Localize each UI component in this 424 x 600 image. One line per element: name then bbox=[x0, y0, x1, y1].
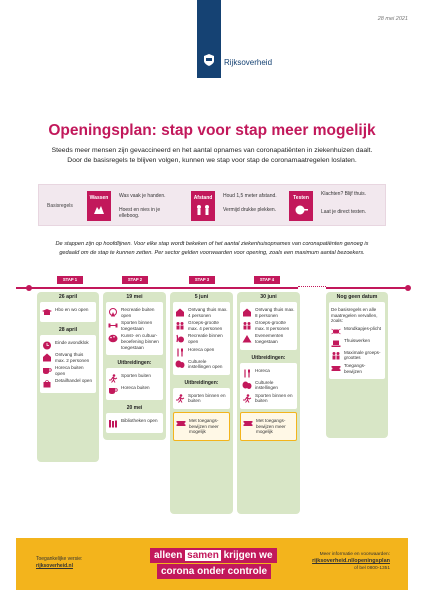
accessible-version bbox=[36, 556, 82, 570]
item-label: Einde avondklok bbox=[55, 340, 89, 345]
item-label: Met toegangs-bewijzen meer mogelijk bbox=[256, 417, 286, 435]
palette-icon bbox=[108, 334, 118, 343]
item-label: Bibliotheken open bbox=[121, 418, 158, 424]
step-label-2: STAP 2 bbox=[122, 276, 148, 284]
extensions-heading: Uitbreidingen: bbox=[184, 379, 219, 386]
item-label: Toegangs-bewijzen bbox=[344, 362, 366, 374]
group-icon bbox=[242, 321, 252, 330]
runner-icon bbox=[108, 374, 118, 383]
rule-category-afstand bbox=[191, 191, 215, 221]
item-label: Hbo en wo open bbox=[55, 307, 89, 312]
slogan-word-highlight: samen bbox=[187, 550, 219, 561]
page-title: Openingsplan: stap voor stap meer mogelijk bbox=[48, 122, 376, 139]
rule-text: Houd 1,5 meter afstand. bbox=[223, 193, 277, 199]
cup-icon bbox=[42, 366, 52, 375]
slogan-line-1 bbox=[150, 548, 277, 563]
step-date: 26 april bbox=[58, 294, 78, 300]
list-item bbox=[331, 338, 383, 348]
cutlery-icon bbox=[242, 369, 252, 378]
more-info-link[interactable]: rijksoverheid.nl/openingsplan bbox=[312, 558, 390, 564]
step-date: 28 april bbox=[58, 327, 78, 333]
list-item bbox=[242, 320, 295, 331]
list-item bbox=[331, 326, 383, 336]
step-card bbox=[173, 302, 230, 375]
list-item bbox=[175, 393, 228, 404]
clock-icon bbox=[42, 341, 52, 350]
list-item bbox=[108, 320, 161, 331]
rule-text: Vermijd drukke plekken. bbox=[223, 207, 277, 213]
item-label: Sporten binnen toegestaan bbox=[121, 320, 153, 331]
step-1-column bbox=[37, 292, 99, 462]
item-label: Ontvang thuis max. 4 personen bbox=[188, 307, 228, 318]
ticket-icon bbox=[331, 364, 341, 373]
list-item bbox=[42, 365, 94, 376]
step-date: 5 juni bbox=[194, 294, 209, 300]
step-date: 20 mei bbox=[126, 405, 143, 412]
theme-park-icon bbox=[108, 308, 118, 317]
item-label: Sporten buiten bbox=[121, 373, 151, 379]
timeline-dot bbox=[405, 285, 411, 291]
list-item bbox=[175, 320, 228, 331]
list-item bbox=[175, 347, 228, 357]
phone-number: of bel 0800-1351 bbox=[353, 566, 390, 571]
shopping-bag-icon bbox=[42, 379, 52, 388]
intro-line: Door de basisregels te blijven volgen, kunnen we stap voor stap de coronamaatregelen loslaten. bbox=[67, 156, 357, 164]
extensions-heading: Uitbreidingen: bbox=[117, 360, 152, 367]
step-card bbox=[240, 363, 297, 409]
house-icon bbox=[242, 308, 252, 317]
list-item bbox=[175, 359, 228, 370]
steps-intro-line: De stappen zijn op hoofdlijnen. Voor elke stap wordt bekeken of het aantal ziekenhuisopnames van coronapatiënten genoeg is bbox=[55, 241, 369, 247]
dumbbell-icon bbox=[108, 321, 118, 330]
item-label: Groeps-grootte max. 8 personen bbox=[255, 320, 290, 331]
list-item bbox=[108, 385, 161, 395]
intro-text bbox=[20, 146, 404, 165]
distance-icon bbox=[196, 204, 210, 216]
logo-text: Rijksoverheid bbox=[224, 58, 273, 67]
item-label: Evenementen toegestaan bbox=[255, 333, 284, 344]
item-label: Culturele instellingen bbox=[255, 379, 278, 391]
access-pass-card bbox=[173, 412, 230, 441]
step-label-3: STAP 3 bbox=[189, 276, 215, 284]
bowling-icon bbox=[175, 334, 185, 343]
item-label: Ontvang thuis max. 8 personen bbox=[255, 307, 295, 318]
access-pass-card bbox=[240, 412, 297, 441]
step-card bbox=[173, 388, 230, 409]
slogan-word: alleen bbox=[154, 550, 183, 561]
item-label: Horeca buiten bbox=[121, 385, 150, 391]
item-label: Thuiswerken bbox=[344, 337, 371, 343]
rule-category-label: Testen bbox=[293, 195, 309, 201]
cutlery-icon bbox=[175, 348, 185, 357]
ticket-icon bbox=[176, 419, 186, 428]
final-step-intro: De basisregels en alle maatregelen vervallen, zoals: bbox=[331, 307, 378, 324]
more-info bbox=[260, 551, 390, 572]
steps-intro bbox=[26, 240, 398, 257]
group-icon bbox=[175, 321, 185, 330]
crest-icon bbox=[201, 52, 217, 68]
graduation-cap-icon bbox=[42, 308, 52, 317]
more-info-label: Meer informatie en voorwaarden: bbox=[319, 552, 390, 557]
item-label: Recreatie binnen open bbox=[188, 333, 223, 344]
list-item bbox=[242, 393, 295, 404]
hands-icon bbox=[92, 204, 106, 216]
timeline-line bbox=[16, 287, 410, 289]
rule-category-testen bbox=[289, 191, 313, 221]
timeline-dot bbox=[26, 285, 32, 291]
item-label: Horeca bbox=[255, 367, 270, 373]
rule-text: Laat je direct testen. bbox=[321, 209, 367, 215]
books-icon bbox=[108, 419, 118, 428]
group-icon bbox=[331, 351, 341, 360]
item-label: Horeca open bbox=[188, 346, 215, 352]
accessible-version-link[interactable]: rijksoverheid.nl bbox=[36, 563, 73, 569]
timeline-dotted-segment bbox=[298, 286, 326, 289]
basic-rules-panel bbox=[38, 184, 386, 226]
laptop-icon bbox=[331, 339, 341, 348]
list-item bbox=[108, 333, 161, 350]
step-card bbox=[40, 302, 96, 322]
step-date: 30 juni bbox=[260, 294, 277, 300]
rule-text: Was vaak je handen. bbox=[119, 193, 166, 199]
step-card bbox=[40, 335, 96, 393]
list-item bbox=[331, 350, 383, 361]
step-4-column bbox=[237, 292, 300, 514]
house-icon bbox=[175, 308, 185, 317]
extensions-heading: Uitbreidingen: bbox=[251, 354, 286, 361]
cup-icon bbox=[108, 386, 118, 395]
list-item bbox=[108, 418, 161, 428]
step-2-column bbox=[103, 292, 166, 440]
list-item bbox=[242, 333, 295, 344]
rule-category-wassen bbox=[87, 191, 111, 221]
runner-icon bbox=[242, 394, 252, 403]
intro-line: Steeds meer mensen zijn gevaccineerd en het aantal opnames van coronapatiënten in ziekenhuizen daalt. bbox=[51, 147, 373, 154]
list-item bbox=[42, 340, 94, 350]
runner-icon bbox=[175, 394, 185, 403]
item-label: Mondkapjes-plicht bbox=[344, 325, 382, 331]
rule-category-label: Wassen bbox=[89, 195, 109, 201]
list-item bbox=[331, 363, 383, 374]
accessible-version-label: Toegankelijke versie: bbox=[36, 556, 83, 562]
theater-masks-icon bbox=[242, 381, 252, 390]
step-card bbox=[106, 368, 163, 400]
item-label: Horeca buiten open bbox=[55, 365, 84, 376]
document-date: 28 mei 2021 bbox=[377, 16, 408, 22]
item-label: Detailhandel open bbox=[55, 378, 93, 384]
rule-category-label: Afstand bbox=[193, 195, 213, 201]
list-item bbox=[108, 373, 161, 383]
item-label: Kunst- en cultuur-beoefening binnen toegestaan bbox=[121, 333, 159, 350]
step-date: 19 mei bbox=[126, 294, 143, 300]
stage-icon bbox=[242, 334, 252, 343]
face-mask-icon bbox=[331, 327, 341, 336]
item-label: Sporten binnen en buiten bbox=[188, 392, 226, 404]
theater-masks-icon bbox=[175, 360, 185, 369]
step-label-4: STAP 4 bbox=[254, 276, 280, 284]
slogan-line-2: corona onder controle bbox=[157, 564, 271, 579]
step-card bbox=[106, 302, 163, 355]
list-item bbox=[175, 307, 228, 318]
rule-text: Klachten? Blijf thuis. bbox=[321, 191, 367, 197]
list-item bbox=[42, 307, 94, 317]
list-item bbox=[242, 380, 295, 391]
list-item bbox=[42, 378, 94, 388]
item-label: Recreatie buiten open bbox=[121, 307, 155, 318]
test-icon bbox=[294, 204, 308, 216]
item-label: Culturele instellingen open bbox=[188, 358, 223, 370]
rules-label: Basisregels bbox=[47, 203, 73, 209]
final-step-column bbox=[326, 292, 388, 438]
list-item bbox=[108, 307, 161, 318]
step-label-1: STAP 1 bbox=[57, 276, 83, 284]
rule-text: Hoest en nies in je elleboog. bbox=[119, 207, 161, 220]
item-label: Sporten binnen en buiten bbox=[255, 392, 293, 404]
item-label: Ontvang thuis max. 2 personen bbox=[55, 352, 90, 363]
slogan-word: krijgen we bbox=[223, 550, 273, 561]
item-label: Maximale groeps-groottes bbox=[344, 349, 381, 361]
ticket-icon bbox=[243, 419, 253, 428]
list-item bbox=[242, 307, 295, 318]
steps-intro-line: gedaald om de stap te kunnen zetten. Per sector gelden voorwaarden voor opening, zoals een maximum aantal bezoekers. bbox=[59, 249, 365, 256]
step-3-column bbox=[170, 292, 233, 514]
step-card bbox=[329, 302, 385, 379]
step-date: Nog geen datum bbox=[336, 294, 378, 300]
item-label: Met toegangs-bewijzen meer mogelijk bbox=[189, 417, 219, 435]
item-label: Groeps-grootte max. 4 personen bbox=[188, 320, 223, 331]
list-item bbox=[243, 418, 294, 435]
list-item bbox=[175, 333, 228, 344]
step-card bbox=[106, 413, 163, 433]
list-item bbox=[42, 352, 94, 363]
list-item bbox=[242, 368, 295, 378]
step-card bbox=[240, 302, 297, 350]
footer-banner bbox=[16, 538, 408, 590]
house-icon bbox=[42, 353, 52, 362]
list-item bbox=[176, 418, 227, 435]
